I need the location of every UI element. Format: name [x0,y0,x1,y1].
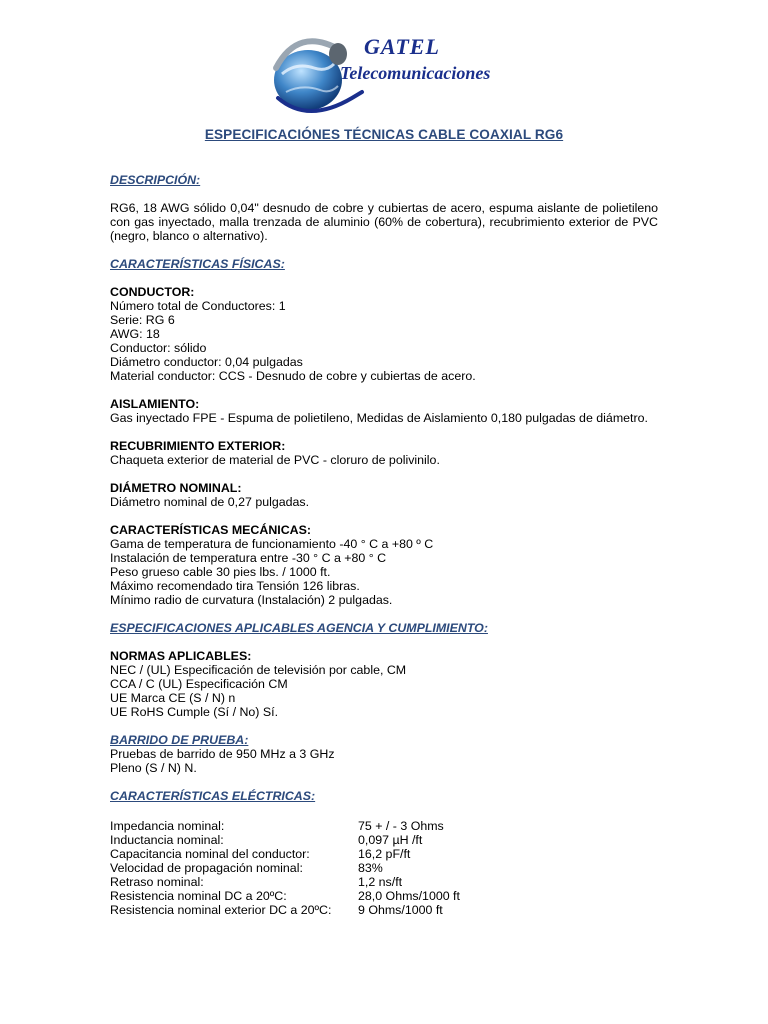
document-body [110,173,658,917]
spec-value: 9 Ohms/1000 ft [358,903,443,917]
conductor-line: AWG: 18 [110,327,160,341]
spec-label: Inductancia nominal: [110,833,224,847]
normas-line: CCA / C (UL) Especificación CM [110,677,288,691]
spec-label: Impedancia nominal: [110,819,225,833]
spec-label: Resistencia nominal exterior DC a 20ºC: [110,903,332,917]
table-row [110,847,658,861]
section-heading-fisicas: CARACTERÍSTICAS FÍSICAS: [110,257,285,271]
table-row [110,903,658,917]
logo-subtitle: Telecomunicaciones [340,63,491,83]
mecanicas-line: Máximo recomendado tira Tensión 126 libras. [110,579,360,593]
table-row [110,861,658,875]
table-row [110,889,658,903]
normas-line: UE RoHS Cumple (Sí / No) Sí. [110,705,279,719]
table-row [110,819,658,833]
descripcion-text: RG6, 18 AWG sólido 0,04" desnudo de cobre y cubiertas de acero, espuma aislante de polietileno con gas inyectado, malla trenzada de aluminio (60% de cobertura), recubrimiento exterior de PVC (negro, blanco o alternativo). [110,201,658,243]
normas-line: NEC / (UL) Especificación de televisión por cable, CM [110,663,407,677]
normas-line: UE Marca CE (S / N) n [110,691,236,705]
electrical-spec-table [110,819,658,917]
section-heading-electricas: CARACTERÍSTICAS ELÉCTRICAS: [110,789,316,803]
barrido-line: Pleno (S / N) N. [110,761,197,775]
mecanicas-line: Peso grueso cable 30 pies lbs. / 1000 ft. [110,565,331,579]
logo-name: GATEL [364,34,440,59]
spec-value: 83% [358,861,383,875]
spec-value: 75 + / - 3 Ohms [358,819,444,833]
mecanicas-heading: CARACTERÍSTICAS MECÁNICAS: [110,523,312,537]
aislamiento-heading: AISLAMIENTO: [110,397,200,411]
aislamiento-text: Gas inyectado FPE - Espuma de polietileno, Medidas de Aislamiento 0,180 pulgadas de diámetro. [110,411,648,425]
section-heading-barrido: BARRIDO DE PRUEBA: [110,733,249,747]
spec-value: 16,2 pF/ft [358,847,411,861]
company-logo [268,28,491,118]
recubrimiento-text: Chaqueta exterior de material de PVC - cloruro de polivinilo. [110,453,440,467]
mecanicas-line: Mínimo radio de curvatura (Instalación) 2 pulgadas. [110,593,393,607]
conductor-line: Material conductor: CCS - Desnudo de cobre y cubiertas de acero. [110,369,476,383]
normas-heading: NORMAS APLICABLES: [110,649,252,663]
conductor-line: Serie: RG 6 [110,313,175,327]
recubrimiento-heading: RECUBRIMIENTO EXTERIOR: [110,439,286,453]
spec-value: 28,0 Ohms/1000 ft [358,889,460,903]
spec-value: 1,2 ns/ft [358,875,403,889]
section-heading-descripcion: DESCRIPCIÓN: [110,173,201,187]
conductor-line: Conductor: sólido [110,341,207,355]
mecanicas-line: Gama de temperatura de funcionamiento -40 ° C a +80 º C [110,537,434,551]
conductor-line: Número total de Conductores: 1 [110,299,286,313]
mecanicas-line: Instalación de temperatura entre -30 ° C a +80 ° C [110,551,387,565]
spec-value: 0,097 µH /ft [358,833,423,847]
spec-label: Retraso nominal: [110,875,204,889]
conductor-heading: CONDUCTOR: [110,285,195,299]
table-row [110,833,658,847]
spec-label: Capacitancia nominal del conductor: [110,847,310,861]
section-heading-agencia: ESPECIFICACIONES APLICABLES AGENCIA Y CUMPLIMIENTO: [110,621,488,635]
conductor-line: Diámetro conductor: 0,04 pulgadas [110,355,303,369]
document-title: ESPECIFICACIÓNES TÉCNICAS CABLE COAXIAL RG6 [204,127,564,142]
spec-label: Velocidad de propagación nominal: [110,861,303,875]
spec-label: Resistencia nominal DC a 20ºC: [110,889,287,903]
barrido-line: Pruebas de barrido de 950 MHz a 3 GHz [110,747,335,761]
diametro-text: Diámetro nominal de 0,27 pulgadas. [110,495,310,509]
table-row [110,875,658,889]
diametro-heading: DIÁMETRO NOMINAL: [110,481,242,495]
